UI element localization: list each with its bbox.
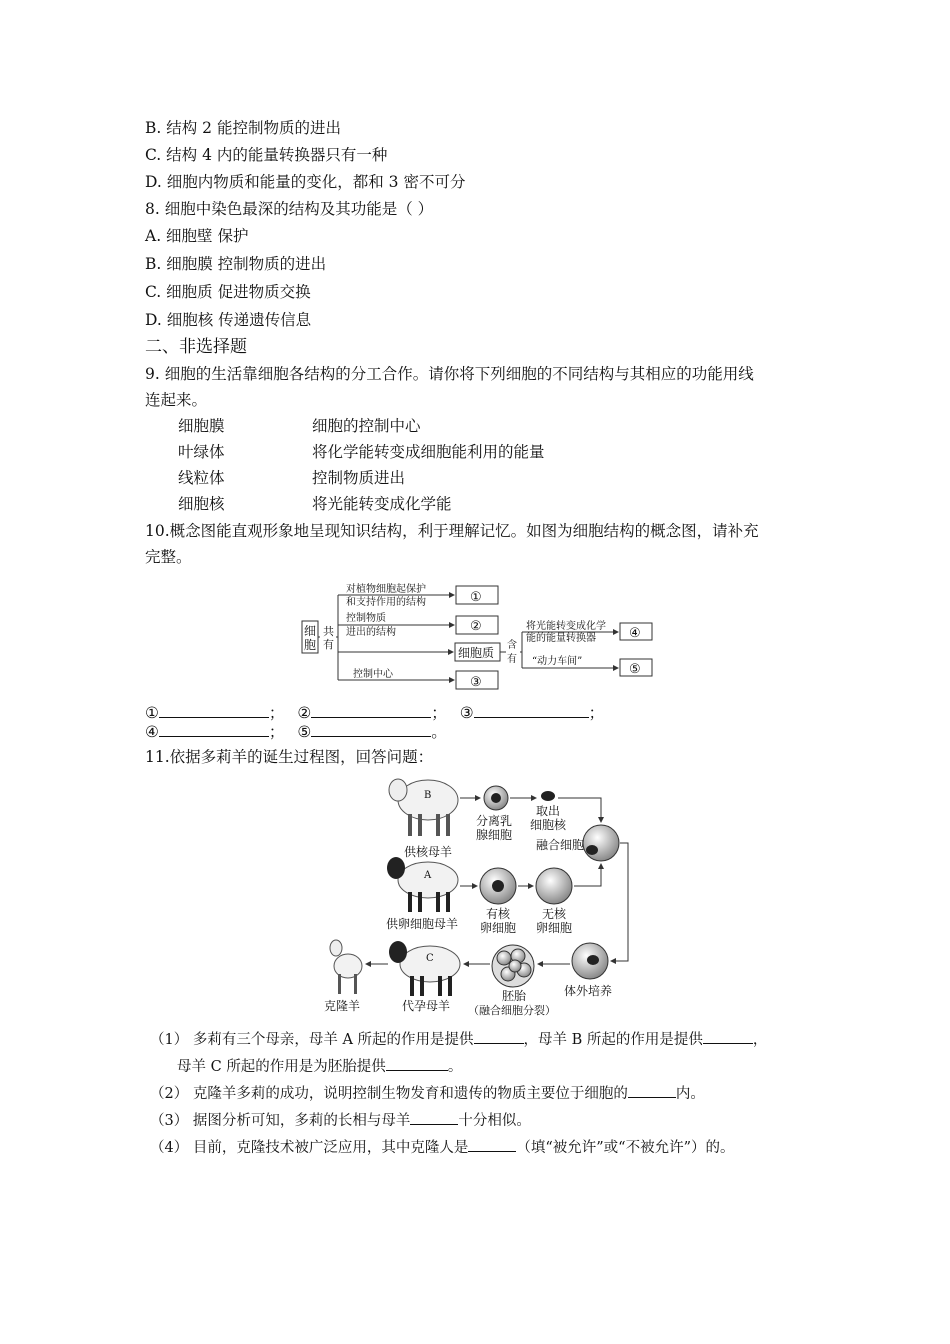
q9-stem-line1: 9. 细胞的生活靠细胞各结构的分工合作。请你将下列细胞的不同结构与其相应的功能用线 [145, 365, 754, 383]
answer-label: ⑤ [297, 723, 312, 741]
label-nucleated-2: 卵细胞 [480, 921, 517, 935]
q9-structure: 细胞核 [178, 495, 225, 513]
q9-stem-line2: 连起来。 [145, 391, 208, 409]
label-sheep-c: C [426, 953, 434, 964]
label-contain-1: 含 [507, 640, 517, 651]
num-3: ③ [470, 675, 482, 690]
label-separate-2: 腺细胞 [476, 828, 513, 842]
q10-answers-row2 [145, 721, 447, 742]
embryo-icon [492, 945, 534, 987]
separator: ； [431, 704, 447, 722]
q9-function: 控制物质进出 [312, 469, 406, 487]
q9-structure: 叶绿体 [178, 443, 225, 461]
q11-sub3-text-a: （3） 据图分析可知，多莉的长相与母羊 [150, 1113, 411, 1129]
section-heading: 二、非选择题 [145, 337, 247, 357]
q11-sub3 [150, 1110, 531, 1131]
label-light-1: 将光能转变成化学 [526, 621, 606, 632]
answer-label: ④ [145, 723, 159, 741]
label-take-1: 取出 [536, 804, 561, 818]
sheep-a-icon [387, 857, 458, 912]
label-control-1: 控制物质 [346, 613, 386, 624]
separator: ； [268, 704, 285, 722]
separator: ； [268, 723, 285, 741]
q11-sub1-text-c: ， [752, 1032, 768, 1048]
dolly-cloning-diagram [318, 768, 638, 1018]
q11-sub4 [150, 1137, 735, 1158]
answer-label: ② [297, 704, 312, 722]
answer-label: ③ [459, 704, 474, 722]
label-center: 控制中心 [353, 669, 393, 680]
q11-sub1-text-a: （1） 多莉有三个母亲，母羊 A 所起的作用是提供 [150, 1032, 474, 1048]
label-cell-2: 胞 [304, 638, 317, 652]
label-has-2: 有 [323, 638, 334, 651]
num-1: ① [470, 590, 482, 605]
period: 。 [431, 723, 447, 741]
mammary-nucleus-icon [491, 793, 501, 803]
q9-structure: 线粒体 [178, 469, 225, 487]
label-sheep-b: B [424, 790, 432, 801]
q11-sub2 [150, 1083, 705, 1104]
q11-sub2-text-b: 内。 [675, 1086, 705, 1102]
q9-function: 将光能转变成化学能 [312, 495, 452, 513]
label-fused: 融合细胞 [536, 838, 585, 852]
q7-option-b: B. 结构 2 能控制物质的进出 [145, 119, 341, 137]
q11-blank-c[interactable] [386, 1056, 448, 1071]
answer-blank-1[interactable] [159, 702, 269, 718]
answer-label: ① [145, 704, 159, 722]
q10-answers-row1 [145, 702, 604, 723]
q11-sub1-text-d: 母羊 C 所起的作用是为胚胎提供 [177, 1059, 386, 1075]
label-control-2: 进出的结构 [346, 627, 396, 638]
fused-cell-icon [583, 825, 619, 861]
label-separate-1: 分离乳 [476, 814, 513, 828]
q11-sub3-text-b: 十分相似。 [458, 1113, 531, 1129]
cell-concept-map [298, 578, 658, 693]
answer-blank-5[interactable] [311, 721, 431, 737]
answer-blank-4[interactable] [159, 721, 269, 737]
q11-blank-f[interactable] [468, 1137, 516, 1152]
q8-option-c: C. 细胞质 促进物质交换 [145, 283, 311, 301]
q11-sub1-text-b: ，母羊 B 所起的作用是提供 [523, 1032, 703, 1048]
label-cytoplasm: 细胞质 [458, 646, 495, 660]
answer-blank-3[interactable] [474, 702, 589, 718]
q8-stem: 8. 细胞中染色最深的结构及其功能是（ ） [145, 200, 434, 218]
label-surrogate: 代孕母羊 [402, 999, 451, 1013]
q7-option-c: C. 结构 4 内的能量转换器只有一种 [145, 146, 388, 164]
q11-blank-d[interactable] [628, 1083, 676, 1098]
label-cell-1: 细 [304, 624, 317, 638]
q11-sub1-text-e: 。 [447, 1059, 463, 1075]
label-has-1: 共 [323, 625, 334, 638]
q11-sub1-line2 [177, 1056, 462, 1077]
label-contain-2: 有 [507, 654, 517, 665]
q9-function: 细胞的控制中心 [312, 417, 421, 435]
q8-option-a: A. 细胞壁 保护 [145, 227, 249, 245]
q7-option-d: D. 细胞内物质和能量的变化，都和 3 密不可分 [145, 173, 466, 191]
label-culture: 体外培养 [564, 984, 613, 998]
q11-blank-b[interactable] [703, 1029, 753, 1044]
label-power: “动力车间” [532, 656, 583, 667]
q11-sub1-line1 [150, 1029, 767, 1050]
q11-stem: 11.依据多莉羊的诞生过程图，回答问题： [145, 748, 434, 766]
sheep-c-icon [389, 941, 460, 996]
label-protect-2: 和支持作用的结构 [346, 597, 426, 608]
clone-lamb-icon [330, 940, 362, 994]
label-donor-nucleus: 供核母羊 [404, 845, 453, 859]
nucleus-icon [541, 791, 555, 801]
label-donor-egg: 供卵细胞母羊 [386, 917, 459, 931]
q11-blank-a[interactable] [474, 1029, 524, 1044]
label-nucleated-1: 有核 [486, 907, 511, 921]
label-enucleated-2: 卵细胞 [536, 921, 573, 935]
num-5: ⑤ [629, 662, 641, 677]
label-clone: 克隆羊 [324, 999, 361, 1013]
num-2: ② [470, 619, 482, 634]
label-sheep-a: A [424, 870, 432, 881]
label-embryo-2: （融合细胞分裂） [468, 1004, 556, 1017]
q11-sub2-text-a: （2） 克隆羊多莉的成功，说明控制生物发育和遗传的物质主要位于细胞的 [150, 1086, 628, 1102]
q11-blank-e[interactable] [410, 1110, 458, 1125]
q8-option-b: B. 细胞膜 控制物质的进出 [145, 255, 327, 273]
q11-sub4-text-b: （填“被允许”或“不被允许”）的。 [516, 1140, 735, 1156]
q10-stem-line1: 10.概念图能直观形象地呈现知识结构，利于理解记忆。如图为细胞结构的概念图，请补充 [145, 522, 759, 540]
label-protect-1: 对植物细胞起保护 [346, 584, 426, 595]
q8-option-d: D. 细胞核 传递遗传信息 [145, 311, 312, 329]
sheep-b-icon [389, 779, 458, 836]
q10-stem-line2: 完整。 [145, 548, 192, 566]
q9-function: 将化学能转变成细胞能利用的能量 [312, 443, 545, 461]
q11-sub4-text-a: （4） 目前，克隆技术被广泛应用，其中克隆人是 [150, 1140, 469, 1156]
enucleated-egg-icon [536, 868, 572, 904]
answer-blank-2[interactable] [311, 702, 431, 718]
label-embryo-1: 胚胎 [502, 989, 527, 1003]
q9-structure: 细胞膜 [178, 417, 225, 435]
num-4: ④ [629, 626, 641, 641]
label-enucleated-1: 无核 [542, 907, 567, 921]
label-light-2: 能的能量转换器 [526, 633, 596, 644]
separator: ； [588, 704, 605, 722]
label-take-2: 细胞核 [530, 818, 567, 832]
